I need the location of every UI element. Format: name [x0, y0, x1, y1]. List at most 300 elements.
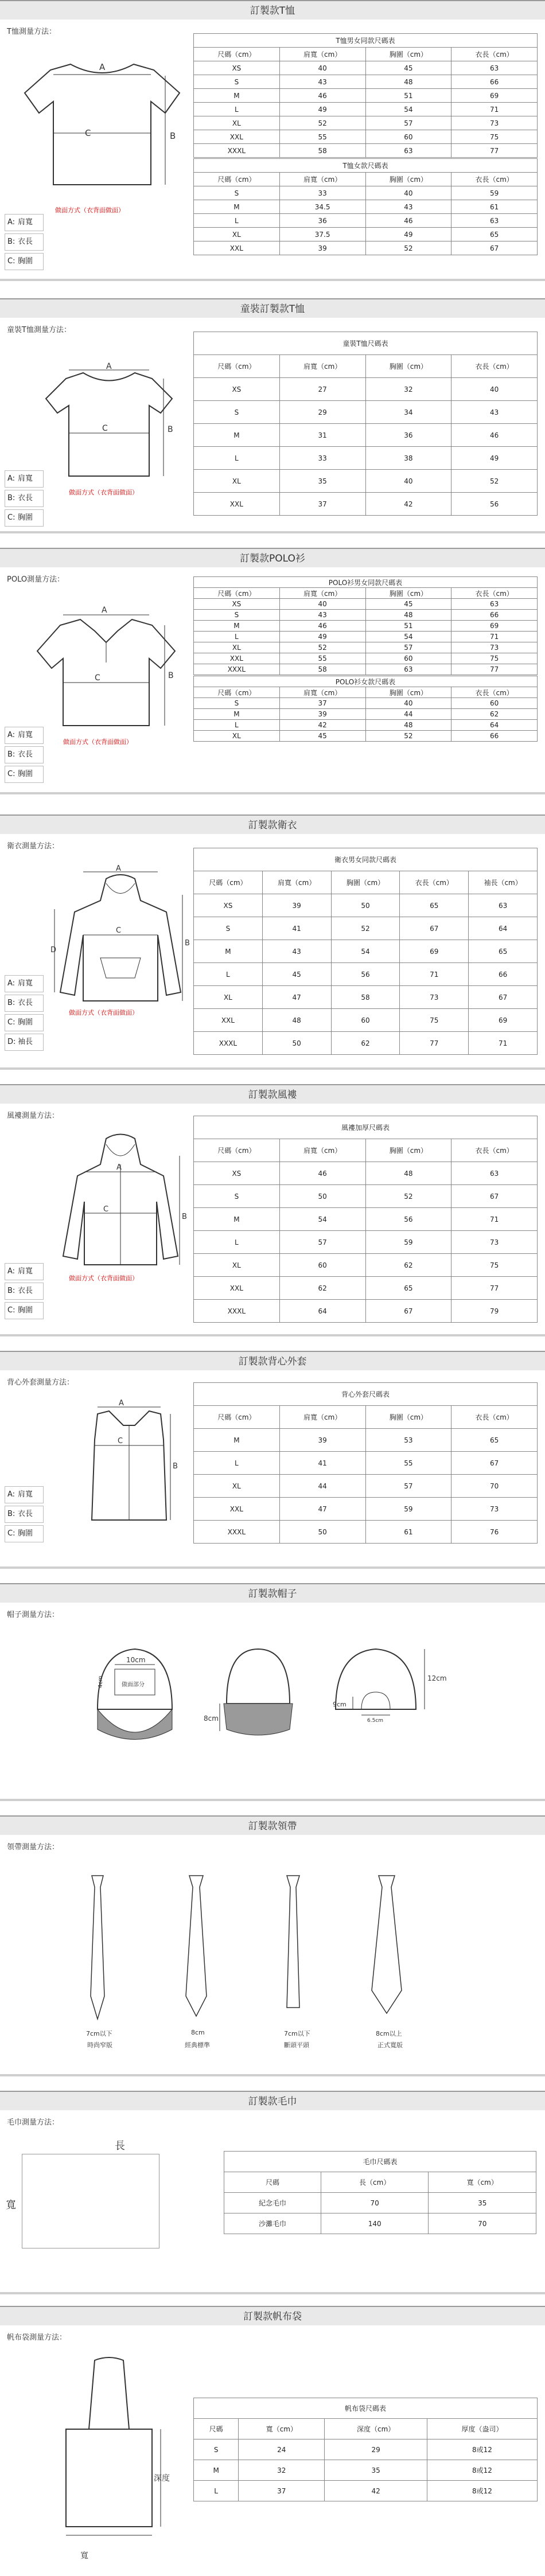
- size-table: [193, 576, 538, 675]
- table-cell: 62: [331, 1032, 400, 1055]
- method-label: 風褸測量方法：: [7, 1112, 60, 1120]
- method-label: 領帶測量方法：: [7, 1843, 60, 1852]
- table-cell: L: [194, 214, 280, 228]
- svg-text:6.5cm: 6.5cm: [367, 1718, 384, 1724]
- table-cell: L: [194, 632, 280, 642]
- table-caption: POLO衫男女同款尺碼表: [194, 577, 538, 588]
- table-cell: M: [194, 2460, 239, 2481]
- table-caption: T恤女款尺碼表: [194, 159, 538, 173]
- table-row: [194, 1162, 538, 1185]
- table-row: [194, 698, 538, 709]
- table-cell: 8或12: [427, 2460, 537, 2481]
- section-title: 訂製款T恤: [0, 0, 545, 20]
- legend: [5, 470, 44, 529]
- table-cell: 29: [279, 401, 365, 424]
- table-cell: 48: [365, 720, 451, 731]
- table-row: [194, 1277, 538, 1300]
- column-header: 尺碼（cm）: [194, 871, 263, 894]
- table-cell: XXL: [194, 241, 280, 255]
- table-row: [194, 103, 538, 116]
- table-cell: 45: [279, 731, 365, 742]
- table-row: [194, 470, 538, 493]
- table-cell: 38: [365, 447, 451, 470]
- table-row: [194, 986, 538, 1009]
- svg-text:B: B: [173, 1462, 178, 1471]
- svg-text:B: B: [185, 939, 190, 948]
- svg-text:4cm: 4cm: [98, 1675, 104, 1688]
- section-polo: [0, 548, 545, 794]
- size-table: [193, 676, 538, 742]
- table-cell: 40: [279, 61, 365, 75]
- tie-diagram: [69, 1870, 470, 2031]
- kids-tshirt-diagram: [40, 364, 178, 488]
- table-cell: 45: [262, 963, 331, 986]
- depth-label: 深度: [154, 2474, 170, 2483]
- tote-bag-diagram: [57, 2355, 172, 2544]
- legend-item-b: B: 衣長: [5, 490, 44, 507]
- tie-width: 8cm: [191, 2029, 205, 2036]
- table-cell: M: [194, 200, 280, 214]
- legend: [5, 1486, 44, 1545]
- table-row: [194, 653, 538, 664]
- legend-item-a: A: 肩寬: [5, 214, 44, 231]
- table-cell: 40: [365, 698, 451, 709]
- table-cell: 48: [365, 1162, 451, 1185]
- table-cell: 70: [429, 2213, 536, 2234]
- table-header-row: [194, 687, 538, 698]
- table-cell: 45: [365, 61, 451, 75]
- jacket-diagram: [54, 1133, 186, 1273]
- table-row: [194, 599, 538, 610]
- table-row: [194, 621, 538, 632]
- column-header: 衣長（cm）: [451, 173, 538, 186]
- table-row: [194, 610, 538, 621]
- column-header: 尺碼（cm）: [194, 355, 280, 378]
- table-row: [194, 917, 538, 940]
- table-cell: 57: [365, 1475, 451, 1498]
- table-cell: S: [194, 1185, 280, 1208]
- table-header-row: [194, 2419, 538, 2439]
- table-cell: XL: [194, 1475, 280, 1498]
- table-cell: 39: [279, 709, 365, 720]
- table-row: [194, 709, 538, 720]
- table-cell: 56: [451, 493, 538, 516]
- column-header: 衣長（cm）: [451, 687, 538, 698]
- table-cell: 73: [451, 1498, 538, 1521]
- table-header-row: [194, 173, 538, 186]
- svg-text:A: A: [102, 606, 107, 615]
- column-header: 尺碼（cm）: [194, 173, 280, 186]
- table-cell: 51: [365, 89, 451, 103]
- column-header: 胸圍（cm）: [365, 588, 451, 599]
- svg-text:8cm: 8cm: [204, 1714, 219, 1722]
- table-cell: L: [194, 103, 280, 116]
- table-cell: 36: [279, 214, 365, 228]
- table-cell: XXXL: [194, 1300, 280, 1323]
- table-cell: 77: [451, 144, 538, 158]
- column-header: 衣長（cm）: [451, 355, 538, 378]
- table-cell: L: [194, 1452, 280, 1475]
- section-title: 訂製款毛巾: [0, 2091, 545, 2110]
- table-cell: 49: [279, 103, 365, 116]
- svg-text:B: B: [168, 425, 173, 434]
- column-header: 肩寬（cm）: [279, 687, 365, 698]
- column-header: 尺碼（cm）: [194, 687, 280, 698]
- table-row: [194, 1498, 538, 1521]
- table-cell: 67: [451, 1452, 538, 1475]
- table-row: [194, 894, 538, 917]
- section-title: 訂製款背心外套: [0, 1351, 545, 1370]
- section-towel: [0, 2091, 545, 2294]
- column-header: 寬（cm）: [429, 2172, 536, 2193]
- legend-item-c: C: 胸圍: [5, 766, 44, 783]
- table-row: [194, 186, 538, 200]
- method-label: 背心外套測量方法：: [7, 1378, 75, 1387]
- table-cell: 69: [400, 940, 469, 963]
- section-title: 訂製款衛衣: [0, 815, 545, 834]
- table-cell: 39: [262, 894, 331, 917]
- legend: [5, 1263, 44, 1322]
- table-cell: 58: [279, 664, 365, 675]
- column-header: 衣長（cm）: [451, 588, 538, 599]
- table-cell: 33: [279, 447, 365, 470]
- table-cell: XS: [194, 61, 280, 75]
- table-row: [194, 1208, 538, 1231]
- svg-text:A: A: [116, 1163, 122, 1172]
- table-cell: 77: [400, 1032, 469, 1055]
- table-cell: 63: [365, 664, 451, 675]
- table-cell: 63: [451, 1162, 538, 1185]
- tshirt-diagram: [16, 53, 182, 208]
- table-cell: 39: [279, 1429, 365, 1452]
- column-header: 深度（cm）: [325, 2419, 427, 2439]
- method-label: 帽子測量方法：: [7, 1611, 60, 1619]
- table-row: [194, 1009, 538, 1032]
- table-cell: 65: [469, 940, 538, 963]
- size-table: [193, 2398, 538, 2501]
- table-cell: 140: [321, 2213, 429, 2234]
- table-cell: 41: [279, 1452, 365, 1475]
- column-header: 衣長（cm）: [451, 1406, 538, 1429]
- table-row: [194, 1185, 538, 1208]
- section-tie: [0, 1815, 545, 2076]
- table-cell: 71: [469, 1032, 538, 1055]
- table-cell: 71: [451, 632, 538, 642]
- table-cell: M: [194, 424, 280, 447]
- table-cell: XXL: [194, 1277, 280, 1300]
- table-row: [194, 664, 538, 675]
- table-caption: POLO衫女款尺碼表: [194, 676, 538, 687]
- column-header: 肩寬（cm）: [279, 1406, 365, 1429]
- section-jacket: [0, 1084, 545, 1336]
- table-cell: 33: [279, 186, 365, 200]
- section-title: 訂製款帽子: [0, 1583, 545, 1603]
- table-cell: 48: [365, 75, 451, 89]
- table-cell: M: [194, 621, 280, 632]
- table-header-row: [194, 355, 538, 378]
- table-cell: XXL: [194, 130, 280, 144]
- table-cell: 48: [262, 1009, 331, 1032]
- table-cell: 71: [400, 963, 469, 986]
- svg-text:C: C: [103, 1205, 109, 1214]
- section-title: 訂製款POLO衫: [0, 548, 545, 567]
- legend-item-c: C: 胸圍: [5, 253, 44, 270]
- table-cell: 71: [451, 1208, 538, 1231]
- table-caption: T恤男女同款尺碼表: [194, 34, 538, 48]
- tie-width: 7cm以下: [86, 2030, 112, 2037]
- table-row: [194, 2481, 538, 2501]
- table-cell: 40: [279, 599, 365, 610]
- table-row: [194, 2460, 538, 2481]
- width-label: 寬: [6, 2199, 16, 2211]
- legend: [5, 214, 44, 272]
- table-cell: 69: [451, 89, 538, 103]
- length-label: 長: [115, 2140, 125, 2152]
- table-header-row: [194, 1139, 538, 1162]
- svg-text:B: B: [168, 671, 174, 680]
- legend-item-b: B: 衣長: [5, 233, 44, 251]
- table-row: [194, 2439, 538, 2460]
- column-header: 胸圍（cm）: [365, 48, 451, 61]
- svg-text:9cm: 9cm: [333, 1701, 347, 1708]
- table-cell: 36: [365, 424, 451, 447]
- svg-text:C: C: [95, 673, 100, 683]
- table-cell: 43: [365, 200, 451, 214]
- table-caption: 毛巾尺碼表: [224, 2152, 536, 2172]
- table-cell: 75: [400, 1009, 469, 1032]
- table-cell: 55: [365, 1452, 451, 1475]
- table-caption: 衛衣男女同款尺碼表: [194, 848, 538, 871]
- column-header: 胸圍（cm）: [365, 1139, 451, 1162]
- table-cell: L: [194, 2481, 239, 2501]
- svg-text:A: A: [116, 864, 121, 873]
- legend-item-c: C: 胸圍: [5, 1302, 44, 1319]
- table-row: [194, 241, 538, 255]
- table-cell: 64: [451, 720, 538, 731]
- table-cell: 37: [279, 698, 365, 709]
- table-cell: 58: [331, 986, 400, 1009]
- table-cell: 58: [279, 144, 365, 158]
- column-header: 胸圍（cm）: [365, 1406, 451, 1429]
- width-label: 寬: [80, 2551, 88, 2561]
- table-cell: 65: [451, 228, 538, 241]
- table-cell: 67: [365, 1300, 451, 1323]
- table-cell: 37: [239, 2481, 325, 2501]
- method-label: 毛巾測量方法：: [7, 2118, 60, 2127]
- svg-text:D: D: [50, 946, 57, 954]
- legend-item-a: A: 肩寬: [5, 1486, 44, 1503]
- table-cell: XL: [194, 470, 280, 493]
- table-cell: 紀念毛巾: [224, 2193, 321, 2213]
- table-cell: 62: [365, 1254, 451, 1277]
- svg-text:10cm: 10cm: [126, 1656, 146, 1664]
- table-cell: 56: [331, 963, 400, 986]
- section-cap: [0, 1583, 545, 1801]
- table-cell: 29: [325, 2439, 427, 2460]
- print-note: 做面方式（衣背面做面）: [69, 489, 138, 496]
- table-cell: L: [194, 720, 280, 731]
- table-row: [194, 228, 538, 241]
- table-row: [194, 378, 538, 401]
- table-cell: M: [194, 1429, 280, 1452]
- table-cell: XXXL: [194, 144, 280, 158]
- table-cell: 71: [451, 103, 538, 116]
- table-row: [194, 200, 538, 214]
- table-cell: S: [194, 75, 280, 89]
- tie-name: 正式寬版: [377, 2041, 403, 2049]
- table-cell: S: [194, 917, 263, 940]
- legend-item-b: B: 衣長: [5, 1506, 44, 1523]
- svg-text:C: C: [102, 424, 108, 433]
- table-cell: 34: [365, 401, 451, 424]
- table-cell: 35: [325, 2460, 427, 2481]
- table-row: [194, 720, 538, 731]
- table-cell: 52: [451, 470, 538, 493]
- column-header: 尺碼: [194, 2419, 239, 2439]
- table-cell: 63: [451, 214, 538, 228]
- table-cell: 52: [279, 116, 365, 130]
- table-cell: XL: [194, 986, 263, 1009]
- method-label: 衛衣測量方法：: [7, 842, 60, 851]
- column-header: 肩寬（cm）: [262, 871, 331, 894]
- table-cell: 40: [365, 470, 451, 493]
- table-cell: XXXL: [194, 1032, 263, 1055]
- table-row: [224, 2193, 536, 2213]
- legend-item-c: C: 胸圍: [5, 509, 44, 527]
- tie-name: 時尚窄版: [87, 2041, 112, 2049]
- table-cell: 8或12: [427, 2439, 537, 2460]
- table-cell: 60: [331, 1009, 400, 1032]
- legend-item-b: B: 衣長: [5, 1283, 44, 1300]
- table-cell: 75: [451, 653, 538, 664]
- table-cell: 52: [331, 917, 400, 940]
- table-cell: XXL: [194, 493, 280, 516]
- legend: [5, 975, 44, 1053]
- method-label: T恤測量方法：: [7, 28, 56, 36]
- table-cell: 56: [365, 1208, 451, 1231]
- svg-text:C: C: [85, 128, 91, 138]
- table-cell: XL: [194, 228, 280, 241]
- table-row: [194, 1300, 538, 1323]
- table-cell: 52: [279, 642, 365, 653]
- table-row: [194, 130, 538, 144]
- column-header: 胸圍（cm）: [365, 687, 451, 698]
- table-header-row: [224, 2172, 536, 2193]
- table-cell: 44: [279, 1475, 365, 1498]
- column-header: 寬（cm）: [239, 2419, 325, 2439]
- cap-diagram: [86, 1635, 459, 1749]
- table-header-row: [194, 871, 538, 894]
- section-title: 訂製款領帶: [0, 1815, 545, 1835]
- table-cell: 64: [279, 1300, 365, 1323]
- column-header: 袖長（cm）: [469, 871, 538, 894]
- tie-name: 經典標準: [185, 2041, 210, 2049]
- table-cell: 66: [451, 610, 538, 621]
- legend-item-c: C: 胸圍: [5, 1014, 44, 1031]
- table-cell: XL: [194, 1254, 280, 1277]
- table-cell: 65: [365, 1277, 451, 1300]
- table-row: [194, 401, 538, 424]
- tie-width: 7cm以下: [284, 2030, 310, 2037]
- table-header-row: [194, 48, 538, 61]
- table-cell: L: [194, 447, 280, 470]
- table-cell: 54: [331, 940, 400, 963]
- table-cell: M: [194, 1208, 280, 1231]
- legend-item-a: A: 肩寬: [5, 975, 44, 992]
- size-table: [193, 33, 538, 158]
- section-tshirt: [0, 0, 545, 281]
- table-caption: 童裝T恤尺碼表: [194, 332, 538, 355]
- table-row: [194, 1521, 538, 1544]
- table-cell: 40: [451, 378, 538, 401]
- table-caption: 帆布袋尺碼表: [194, 2398, 538, 2419]
- table-cell: XXL: [194, 653, 280, 664]
- table-cell: 43: [279, 610, 365, 621]
- legend-item-b: B: 衣長: [5, 995, 44, 1012]
- table-cell: 75: [451, 130, 538, 144]
- table-cell: 49: [279, 632, 365, 642]
- table-row: [194, 1475, 538, 1498]
- legend-item-a: A: 肩寬: [5, 727, 44, 744]
- column-header: 肩寬（cm）: [279, 588, 365, 599]
- table-cell: 51: [365, 621, 451, 632]
- table-row: [194, 632, 538, 642]
- table-cell: 59: [451, 186, 538, 200]
- column-header: 肩寬（cm）: [279, 355, 365, 378]
- section-hoodie: [0, 815, 545, 1070]
- column-header: 衣長（cm）: [400, 871, 469, 894]
- table-cell: 57: [365, 116, 451, 130]
- svg-text:A: A: [99, 62, 106, 72]
- table-cell: XXL: [194, 1498, 280, 1521]
- column-header: 肩寬（cm）: [279, 1139, 365, 1162]
- table-cell: 46: [279, 89, 365, 103]
- table-cell: 59: [365, 1498, 451, 1521]
- table-cell: 46: [365, 214, 451, 228]
- table-cell: 64: [469, 917, 538, 940]
- table-cell: 67: [451, 1185, 538, 1208]
- table-cell: 63: [469, 894, 538, 917]
- table-cell: XXL: [194, 1009, 263, 1032]
- section-title: 童裝訂製款T恤: [0, 298, 545, 318]
- table-row: [194, 1452, 538, 1475]
- svg-text:12cm: 12cm: [427, 1674, 447, 1682]
- column-header: 衣長（cm）: [451, 1139, 538, 1162]
- svg-text:B: B: [170, 131, 176, 141]
- svg-text:做面部分: 做面部分: [122, 1682, 145, 1688]
- table-caption: 背心外套尺碼表: [194, 1383, 538, 1406]
- table-cell: 31: [279, 424, 365, 447]
- table-cell: 57: [279, 1231, 365, 1254]
- table-row: [224, 2213, 536, 2234]
- table-cell: L: [194, 963, 263, 986]
- table-cell: 47: [279, 1498, 365, 1521]
- table-row: [194, 940, 538, 963]
- table-row: [194, 731, 538, 742]
- table-cell: 45: [365, 599, 451, 610]
- table-cell: XXXL: [194, 664, 280, 675]
- table-cell: 39: [279, 241, 365, 255]
- method-label: POLO測量方法：: [7, 575, 65, 584]
- column-header: 尺碼（cm）: [194, 588, 280, 599]
- section-vest: [0, 1351, 545, 1569]
- table-row: [194, 89, 538, 103]
- table-cell: 57: [365, 642, 451, 653]
- table-cell: 46: [279, 1162, 365, 1185]
- column-header: 長（cm）: [321, 2172, 429, 2193]
- table-cell: 77: [451, 664, 538, 675]
- table-cell: 40: [365, 186, 451, 200]
